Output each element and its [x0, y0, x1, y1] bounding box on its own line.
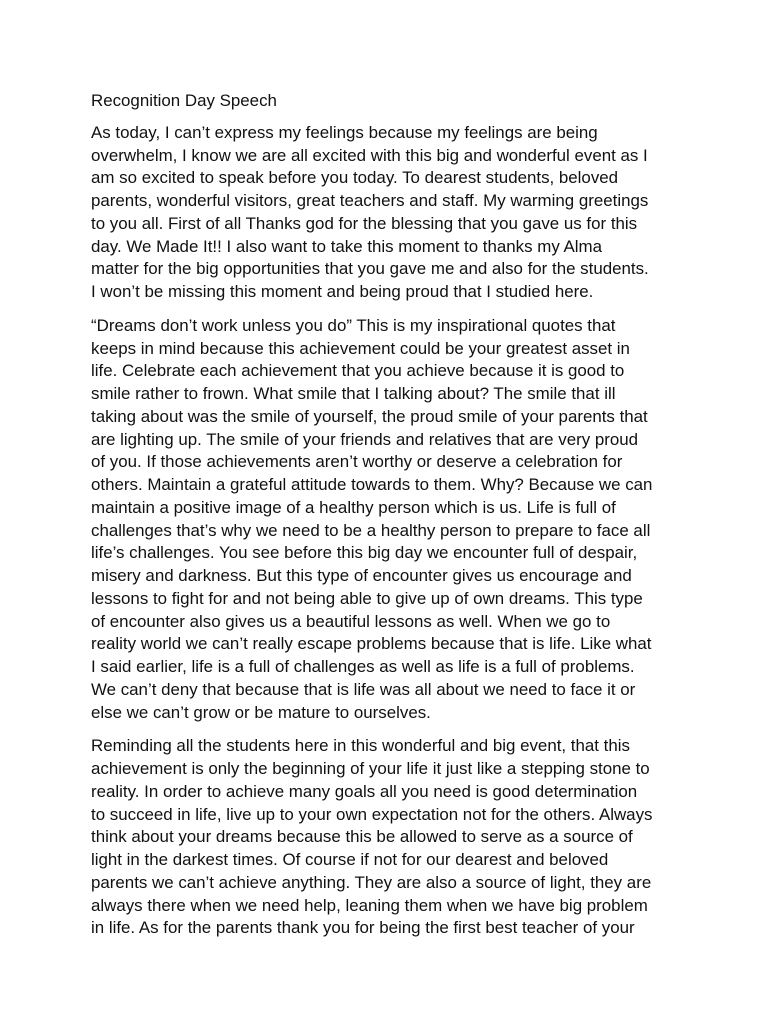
text-line: of encounter also gives us a beautiful lessons as well. When we go to — [91, 611, 611, 631]
text-line: always there when we need help, leaning them when we have big problem — [91, 895, 648, 915]
text-line: lessons to fight for and not being able to give up of own dreams. This type — [91, 588, 643, 608]
text-line: am so excited to speak before you today. To dearest students, beloved — [91, 168, 619, 188]
text-line: taking about was the smile of yourself, the proud smile of your parents that — [91, 406, 648, 426]
text-line: reality. In order to achieve many goals all you need is good determination — [91, 781, 638, 801]
text-line: maintain a positive image of a healthy person which is us. Life is full of — [91, 497, 616, 517]
text-line: to succeed in life, live up to your own expectation not for the others. Always — [91, 804, 653, 824]
text-line: are lighting up. The smile of your friends and relatives that are very proud — [91, 429, 639, 449]
text-line: parents we can’t achieve anything. They are also a source of light, they are — [91, 872, 652, 892]
text-line: reality world we can’t really escape problems because that is life. Like what — [91, 634, 652, 654]
text-line: light in the darkest times. Of course if not for our dearest and beloved — [91, 850, 609, 869]
text-line: keeps in mind because this achievement could be your greatest asset in — [91, 338, 630, 358]
text-line: As today, I can’t express my feelings because my feelings are being — [91, 122, 598, 142]
text-line: day. We Made It!! I also want to take this moment to thanks my Alma — [91, 236, 603, 256]
speech-document — [91, 90, 679, 951]
text-line: in life. As for the parents thank you for being the first best teacher of your — [91, 918, 635, 938]
paragraph-1 — [91, 122, 679, 304]
text-line: parents, wonderful visitors, great teachers and staff. My warming greetings — [91, 191, 649, 210]
text-line: think about your dreams because this be allowed to serve as a source of — [91, 827, 633, 847]
text-line: life. Celebrate each achievement that you achieve because it is good to — [91, 361, 625, 381]
text-line: misery and darkness. But this type of encounter gives us encourage and — [91, 566, 632, 585]
text-line: Reminding all the students here in this wonderful and big event, that this — [91, 736, 630, 756]
text-line: others. Maintain a grateful attitude towards to them. Why? Because we can — [91, 475, 653, 494]
text-line: I won’t be missing this moment and being proud that I studied here. — [91, 282, 594, 301]
text-line: achievement is only the beginning of your life it just like a stepping stone to — [91, 759, 650, 778]
paragraph-2 — [91, 315, 679, 725]
text-line: matter for the big opportunities that you gave me and also for the students. — [91, 259, 649, 279]
paragraph-3 — [91, 735, 679, 940]
text-line: I said earlier, life is a full of challenges as well as life is a full of problems. — [91, 657, 635, 676]
text-line: to you all. First of all Thanks god for the blessing that you gave us for this — [91, 213, 638, 233]
document-title: Recognition Day Speech — [91, 91, 277, 110]
text-line: else we can’t grow or be mature to ourselves. — [91, 702, 431, 722]
text-line: We can’t deny that because that is life was all about we need to face it or — [91, 679, 636, 699]
text-line: challenges that’s why we need to be a healthy person to prepare to face all — [91, 520, 651, 540]
text-line: of you. If those achievements aren’t worthy or deserve a celebration for — [91, 452, 623, 472]
text-line: “Dreams don’t work unless you do” This is my inspirational quotes that — [91, 315, 616, 335]
text-line: overwhelm, I know we are all excited with this big and wonderful event as I — [91, 145, 648, 165]
text-line: smile rather to frown. What smile that I talking about? The smile that ill — [91, 384, 616, 403]
text-line: life’s challenges. You see before this big day we encounter full of despair, — [91, 543, 638, 563]
